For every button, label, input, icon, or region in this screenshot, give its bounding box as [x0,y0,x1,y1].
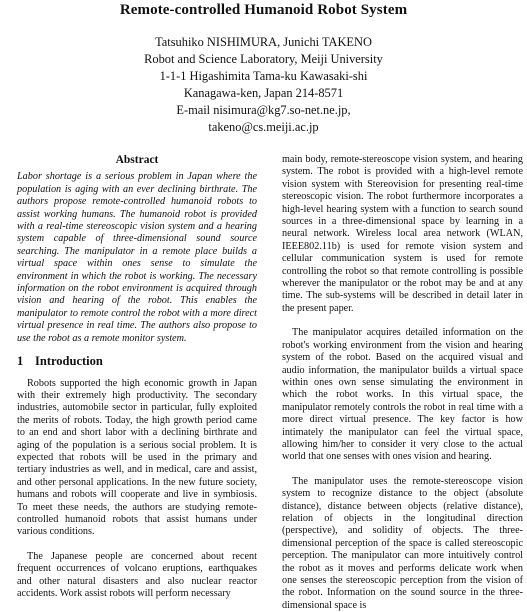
abstract-text: Labor shortage is a serious problem in Japan where the population is aging with an ever declining birthrate. The authors propose remote-controlled humanoid robots to assist working humans. The humanoid robot is provided with a real-time stereoscopic vision system and a hearing system capable of three-dimensional sound source searching. The manipulator in a remote place builds a virtual space within ones sense to simulate the environment in which the robot is working. The necessary information on the robot environment is acquired through vision and hearing of the robot. This enables the manipulator to remote control the robot with a more direct virtual presence in real time. The authors also propose to use the robot as a remote monitor system. [17,171,257,344]
abstract-heading: Abstract [115,154,159,166]
paragraph-gap [17,539,257,551]
section-heading-introduction [17,355,257,367]
paragraph-gap [282,315,523,327]
paper-title: Remote-controlled Humanoid Robot System [119,2,408,18]
right-paragraph-3: The manipulator uses the remote-stereoscope vision system to recognize distance to the object (absolute distance), distance between objects (relative distance), relation of objects in the longitudinal direction (perspective), and solidity of objects. The three-dimensional perception of the space is called stereoscopic perception. The manipulator can more intuitively control the robot as it moves and performs delicate work when one senses the stereoscopic perception from the vision of the robot. Information on the sound source in the three-dimensional space is [282,475,523,611]
paragraph-gap [282,464,523,476]
left-column [17,154,257,600]
abstract-section [17,154,257,345]
intro-paragraph-1: Robots supported the high economic growth in Japan with their extremely high productivity. The secondary industries, automobile sector in particular, fully exploited the merits of robots. Today, the high growth period came to an end and short labor with a declining birthrate and aging of the population is a serious social problem. It is expected that robots will be used in the primary and tertiary industries as well, and in medical, care and assist, and other personal applications. In the new future society, humans and robots will cooperate and live in symbiosis. To meet these needs, the authors are studying remote-controlled humanoid robots that assist humans under various conditions. [17,377,257,538]
right-paragraph-1: main body, remote-stereoscope vision system, and hearing system. The robot is provided with a high-level remote vision system with Stereovision for presenting real-time stereoscopic vision. The robot furthermore incorporates a high-level hearing system with a function to search sound sources in a three-dimensional space by learning in a neural network. Wireless local area network (WLAN, IEEE802.11b) is used for remote vision system and cellular communication system is used for remote controlling the robot so that remote controlling is possible wherever the manipulator or the robot may be and at any time. The sub-systems will be described in detail later in the present paper. [282,154,523,314]
author-affiliation: Robot and Science Laboratory, Meiji University [144,52,383,67]
author-address-line-2: Kanagawa-ken, Japan 214-8571 [183,86,344,101]
right-paragraph-2: The manipulator acquires detailed information on the robot's working environment from the vision and hearing system of the robot. Based on the acquired visual and audio information, the manipulator builds a virtual space within ones own sense simulating the environment in which the robot works. In this virtual space, the manipulator remotely controls the robot in real time with a more direct virtual presence. The key factor is how intimately the manipulator can feel the virtual space, allowing him/her to consider it very close to the actual world that one senses with ones vision and hearing. [282,327,523,463]
section-title: Introduction [35,354,103,369]
author-address-line-1: 1-1-1 Higashimita Tama-ku Kawasaki-shi [159,69,368,84]
right-column [282,154,523,612]
author-email-2: takeno@cs.meiji.ac.jp [208,120,319,135]
author-block [0,34,527,137]
section-number: 1 [17,354,24,369]
author-names: Tatsuhiko NISHIMURA, Junichi TAKENO [155,35,372,49]
intro-paragraph-2: The Japanese people are concerned about recent frequent occurrences of volcano eruptions, earthquakes and other natural disasters and also nuclear reactor accidents. Work assist robots will perform necessary [17,550,257,599]
author-email-1: E-mail nisimura@kg7.so-net.ne.jp, [176,103,351,118]
